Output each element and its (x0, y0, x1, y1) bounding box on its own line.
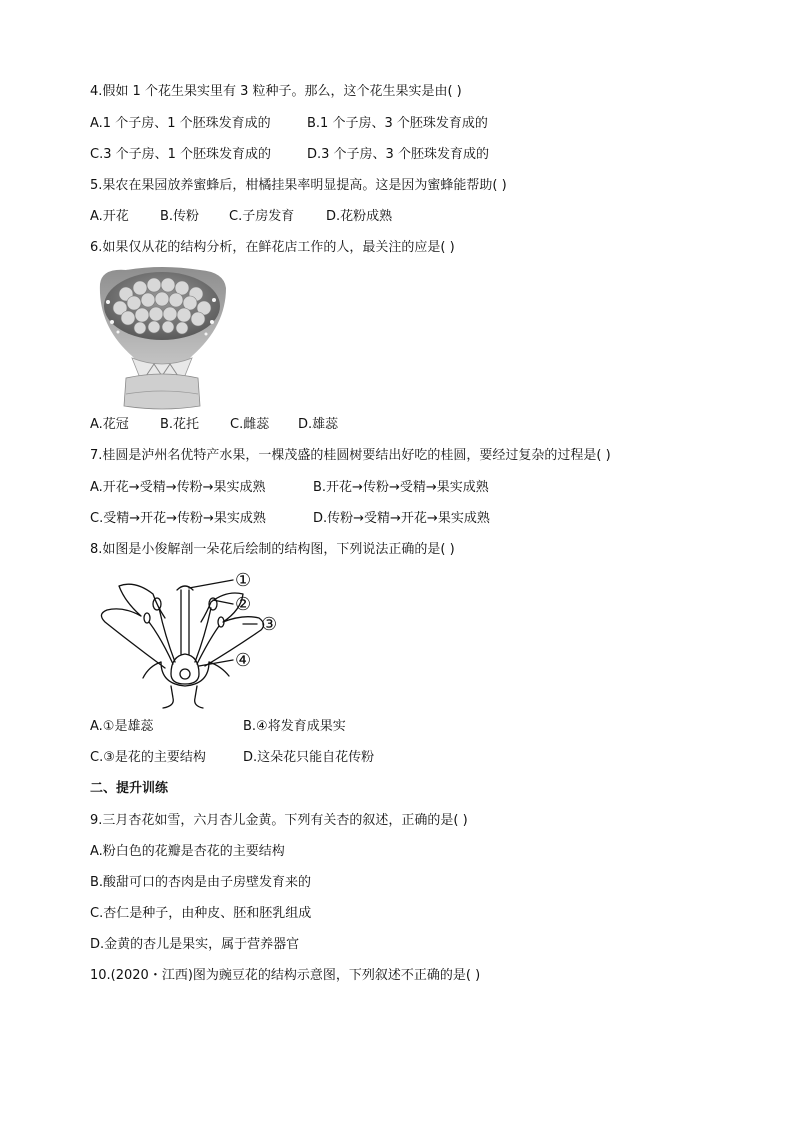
q6-option-a: A.花冠 (90, 417, 129, 432)
q6-option-c: C.雌蕊 (230, 417, 270, 432)
q9-option-d: D.金黄的杏儿是果实，属于营养器官 (90, 937, 300, 952)
q8-option-c: C.③是花的主要结构 (90, 750, 206, 765)
diagram-label-2: ② (235, 594, 252, 615)
q9-option-c: C.杏仁是种子，由种皮、胚和胚乳组成 (90, 906, 312, 921)
q6-stem: 6.如果仅从花的结构分析，在鲜花店工作的人，最关注的应是( ) (90, 240, 455, 255)
q6-option-d: D.雄蕊 (298, 417, 339, 432)
q7-stem: 7.桂圆是泸州名优特产水果，一棵茂盛的桂圆树要结出好吃的桂圆，要经过复杂的过程是( ) (90, 448, 611, 463)
q6-option-b: B.花托 (160, 417, 200, 432)
q8-option-d: D.这朵花只能自花传粉 (243, 750, 375, 765)
q8-option-b: B.④将发育成果实 (243, 719, 346, 734)
q5-option-a: A.开花 (90, 209, 129, 224)
q10-stem: 10.(2020・江西)图为豌豆花的结构示意图，下列叙述不正确的是( ) (90, 968, 481, 983)
q9-stem: 9.三月杏花如雪，六月杏儿金黄。下列有关杏的叙述，正确的是( ) (90, 813, 468, 828)
q5-option-d: D.花粉成熟 (326, 209, 393, 224)
q7-option-b: B.开花→传粉→受精→果实成熟 (313, 480, 489, 495)
q7-option-c: C.受精→开花→传粉→果实成熟 (90, 511, 266, 526)
q4-option-a: A.1 个子房、1 个胚珠发育成的 (90, 116, 271, 131)
q4-option-b: B.1 个子房、3 个胚珠发育成的 (307, 116, 488, 131)
diagram-label-3: ③ (261, 614, 278, 635)
bouquet-photo (96, 266, 228, 412)
q4-option-c: C.3 个子房、1 个胚珠发育成的 (90, 147, 272, 162)
section-heading: 二、提升训练 (90, 781, 169, 796)
q5-option-b: B.传粉 (160, 209, 200, 224)
q7-option-d: D.传粉→受精→开花→果实成熟 (313, 511, 490, 526)
q8-stem: 8.如图是小俊解剖一朵花后绘制的结构图，下列说法正确的是( ) (90, 542, 455, 557)
q5-stem: 5.果农在果园放养蜜蜂后，柑橘挂果率明显提高。这是因为蜜蜂能帮助( ) (90, 178, 507, 193)
q8-option-a: A.①是雄蕊 (90, 719, 154, 734)
q9-option-b: B.酸甜可口的杏肉是由子房壁发育来的 (90, 875, 312, 890)
q4-option-d: D.3 个子房、3 个胚珠发育成的 (307, 147, 489, 162)
flower-structure-diagram (95, 566, 295, 712)
q4-stem: 4.假如 1 个花生果实里有 3 粒种子。那么，这个花生果实是由( ) (90, 84, 462, 99)
q5-option-c: C.子房发育 (229, 209, 295, 224)
q9-option-a: A.粉白色的花瓣是杏花的主要结构 (90, 844, 285, 859)
diagram-label-4: ④ (235, 650, 252, 671)
diagram-label-1: ① (235, 570, 252, 591)
q7-option-a: A.开花→受精→传粉→果实成熟 (90, 480, 266, 495)
